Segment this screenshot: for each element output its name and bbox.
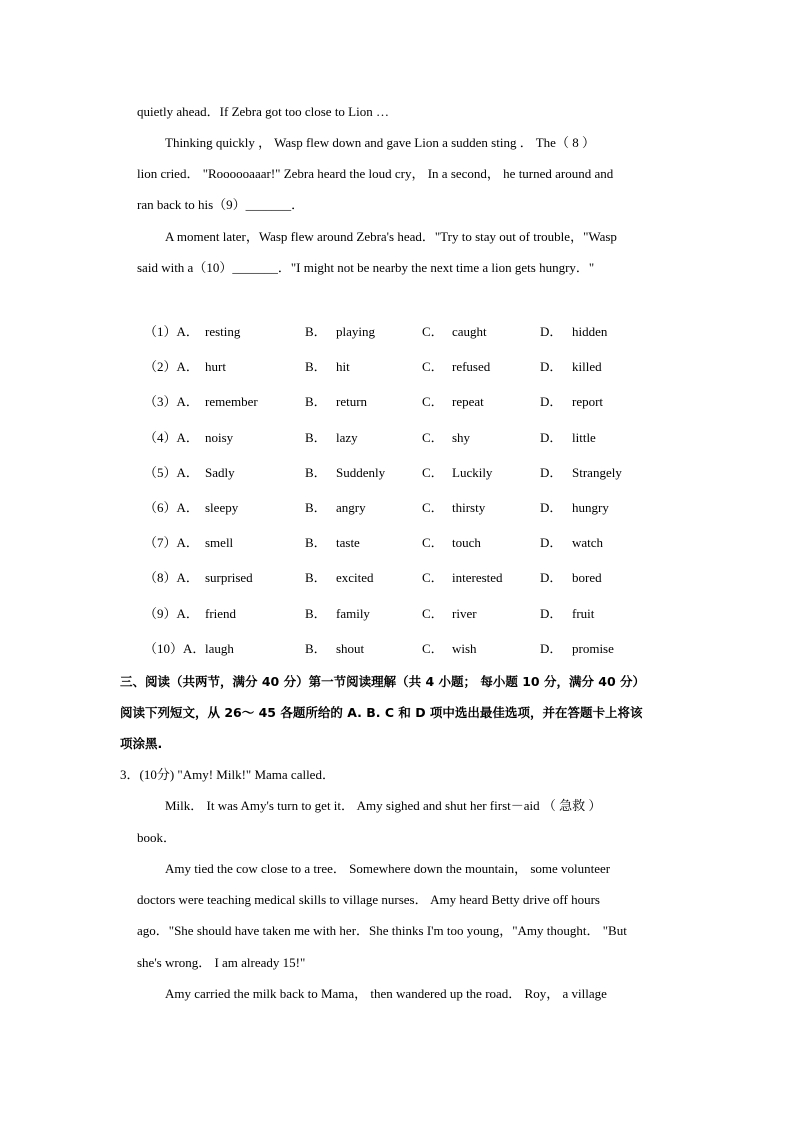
option-number: （5）A． — [144, 464, 199, 480]
option-a: friend — [205, 605, 237, 621]
option-c: shy — [452, 429, 471, 445]
option-a: sleepy — [205, 500, 239, 515]
option-b: hit — [336, 359, 350, 375]
option-row — [144, 464, 664, 482]
option-row — [144, 323, 664, 341]
option-a: resting — [205, 324, 241, 339]
option-row — [144, 393, 664, 411]
option-row — [144, 605, 664, 623]
option-b: lazy — [336, 429, 358, 445]
option-d: killed — [572, 359, 602, 375]
option-row — [144, 358, 664, 376]
option-letter-b: B． — [305, 464, 327, 480]
option-letter-b: B． — [305, 535, 327, 551]
question-3-line: doctors were teaching medical skills to village nurses． Amy heard Betty drive off hours — [137, 892, 600, 907]
passage-line-3: lion cried． "Roooooaaar!" Zebra heard the loud cry， In a second， he turned around and — [137, 166, 614, 181]
option-letter-c: C． — [422, 324, 444, 339]
passage-line-1: quietly ahead．If Zebra got too close to Lion … — [137, 104, 389, 119]
option-a: Sadly — [205, 464, 235, 480]
option-letter-b: B． — [305, 359, 327, 375]
option-number: （10）A． — [144, 640, 206, 656]
option-letter-d: D． — [540, 429, 563, 445]
option-d: hungry — [572, 500, 609, 515]
question-3-line: Milk． It was Amy's turn to get it． Amy sighed and shut her first－aid （ 急救 ） — [165, 798, 602, 813]
option-row — [144, 499, 664, 517]
question-3-header: 3．(10分) "Amy! Milk!" Mama called． — [120, 767, 335, 782]
option-number: （6）A． — [144, 500, 199, 515]
option-letter-b: B． — [305, 570, 327, 586]
option-d: fruit — [572, 605, 595, 621]
option-b: shout — [336, 640, 365, 656]
option-number: （8）A． — [144, 570, 199, 586]
option-d: bored — [572, 570, 602, 586]
option-a: smell — [205, 535, 234, 551]
option-row — [144, 640, 664, 658]
option-row — [144, 569, 664, 587]
option-letter-c: C． — [422, 535, 444, 551]
option-b: Suddenly — [336, 464, 386, 480]
question-3-line: Amy tied the cow close to a tree． Somewhere down the mountain， some volunteer — [165, 861, 611, 876]
option-letter-c: C． — [422, 359, 444, 375]
option-letter-d: D． — [540, 500, 563, 515]
passage-line-4: ran back to his（9）_______． — [137, 197, 305, 212]
option-letter-c: C． — [422, 500, 444, 515]
option-b: taste — [336, 535, 360, 551]
option-letter-d: D． — [540, 640, 563, 656]
option-number: （4）A． — [144, 429, 199, 445]
option-d: little — [572, 429, 596, 445]
question-3-line: she's wrong． I am already 15!" — [137, 955, 306, 970]
option-number: （9）A． — [144, 605, 199, 621]
option-c: thirsty — [452, 500, 486, 515]
option-letter-b: B． — [305, 605, 327, 621]
option-number: （3）A． — [144, 394, 199, 410]
option-c: river — [452, 605, 477, 621]
question-3-line: ago．"She should have taken me with her．She thinks I'm too young，"Amy thought． "But — [137, 923, 627, 938]
option-d: Strangely — [572, 464, 622, 480]
option-a: surprised — [205, 570, 253, 586]
option-d: promise — [572, 640, 614, 656]
option-d: report — [572, 394, 604, 410]
option-letter-b: B． — [305, 640, 327, 656]
option-letter-b: B． — [305, 394, 327, 410]
option-c: interested — [452, 570, 503, 586]
option-letter-d: D． — [540, 535, 563, 551]
option-a: remember — [205, 394, 258, 410]
option-c: Luckily — [452, 464, 493, 480]
option-letter-d: D． — [540, 570, 563, 586]
option-c: touch — [452, 535, 481, 551]
option-c: caught — [452, 324, 487, 339]
option-row — [144, 429, 664, 447]
option-letter-c: C． — [422, 640, 444, 656]
option-c: repeat — [452, 394, 484, 410]
option-b: family — [336, 605, 370, 621]
option-row — [144, 534, 664, 552]
option-letter-c: C． — [422, 464, 444, 480]
option-number: （2）A． — [144, 359, 199, 375]
section-heading-line-1: 三、阅读（共两节，满分 40 分）第一节阅读理解（共 4 小题； 每小题 10 分，满分 40 分） — [120, 674, 646, 689]
option-c: wish — [452, 640, 477, 656]
option-letter-d: D． — [540, 394, 563, 410]
option-letter-c: C． — [422, 605, 444, 621]
option-a: hurt — [205, 359, 226, 375]
option-letter-d: D． — [540, 359, 563, 375]
option-letter-c: C． — [422, 429, 444, 445]
option-letter-b: B． — [305, 500, 327, 515]
option-a: laugh — [205, 640, 234, 656]
option-b: excited — [336, 570, 374, 586]
option-d: hidden — [572, 324, 608, 339]
option-letter-d: D． — [540, 324, 563, 339]
option-letter-b: B． — [305, 324, 327, 339]
option-d: watch — [572, 535, 604, 551]
option-letter-d: D． — [540, 605, 563, 621]
option-number: （7）A． — [144, 535, 199, 551]
option-letter-d: D． — [540, 464, 563, 480]
option-letter-c: C． — [422, 570, 444, 586]
option-letter-b: B． — [305, 429, 327, 445]
option-number: （1）A． — [144, 324, 199, 339]
section-heading-line-2: 阅读下列短文，从 26～ 45 各题所给的 A. B. C 和 D 项中选出最佳选项，并在答题卡上将该 — [120, 705, 643, 720]
option-b: return — [336, 394, 368, 410]
question-3-line: Amy carried the milk back to Mama， then wandered up the road． Roy， a village — [165, 986, 607, 1001]
option-a: noisy — [205, 429, 234, 445]
passage-line-5: A moment later，Wasp flew around Zebra's head．"Try to stay out of trouble，"Wasp — [165, 229, 617, 244]
option-b: playing — [336, 324, 375, 339]
passage-line-2: Thinking quickly ， Wasp flew down and gave Lion a sudden sting ． The（ 8 ） — [165, 135, 595, 150]
option-c: refused — [452, 359, 491, 375]
option-b: angry — [336, 500, 366, 515]
question-3-line: book． — [137, 830, 177, 845]
option-letter-c: C． — [422, 394, 444, 410]
section-heading-line-3: 项涂黑. — [120, 736, 163, 751]
passage-line-6: said with a（10）_______．"I might not be nearby the next time a lion gets hungry．" — [137, 260, 595, 275]
